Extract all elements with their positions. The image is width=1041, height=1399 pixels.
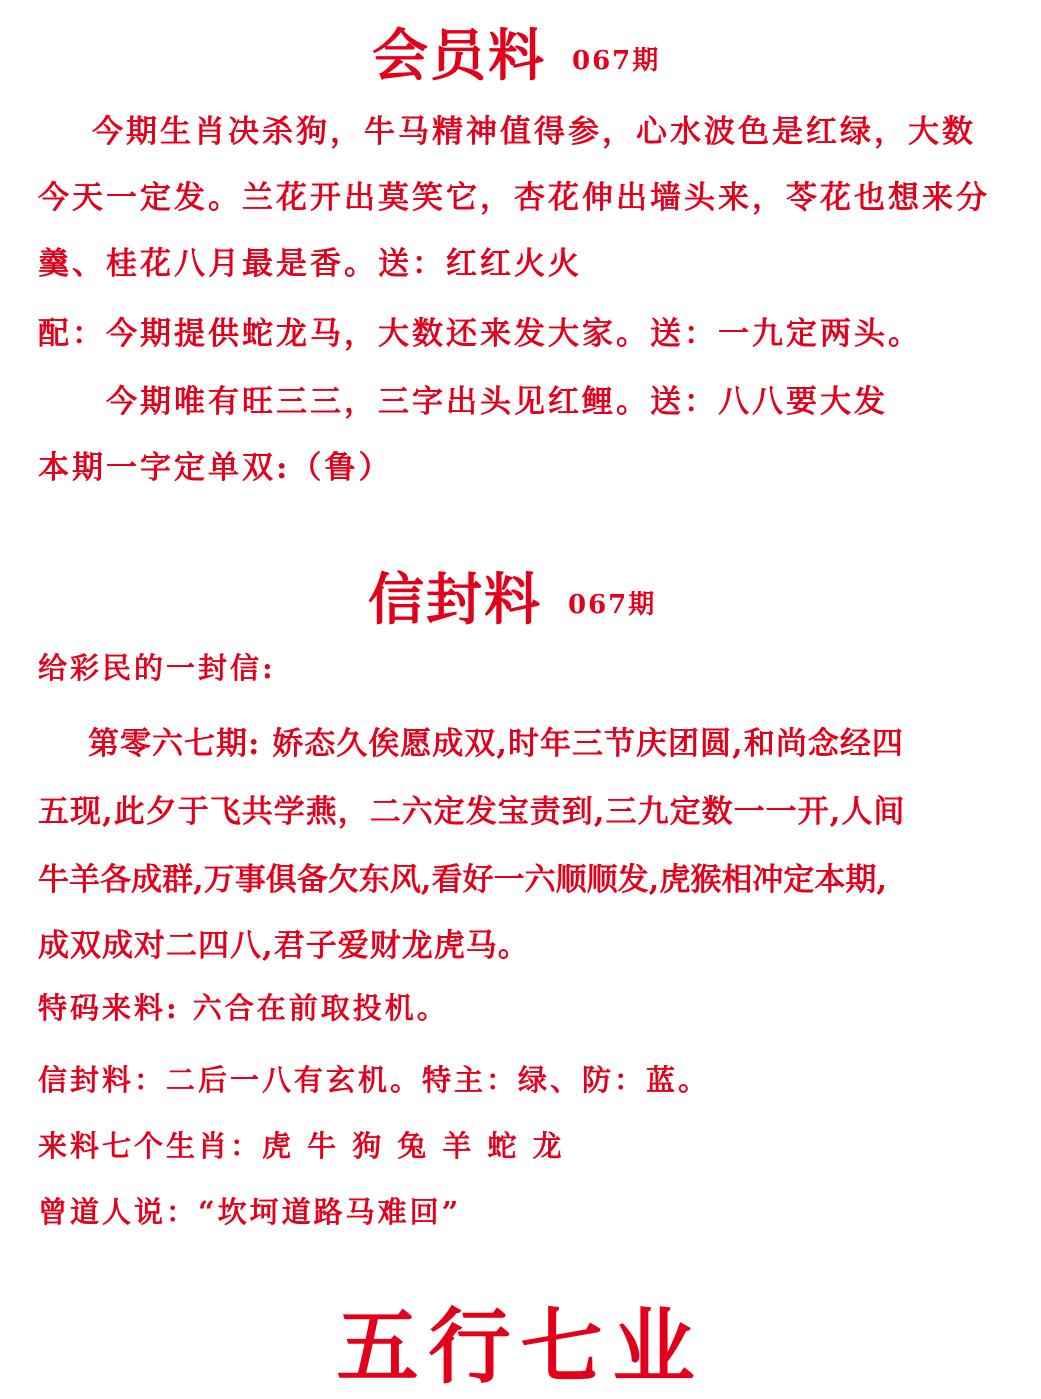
section2-line-3: 五现,此夕于飞共学燕，二六定发宝责到,三九定数一一开,人间 bbox=[38, 794, 906, 830]
section2-line-5: 成双成对二四八,君子爱财龙虎马。 bbox=[38, 928, 530, 964]
section1-title bbox=[372, 12, 660, 92]
section2-line-2: 第零六七期: 娇态久俟愿成双,时年三节庆团圆,和尚念经四 bbox=[88, 726, 904, 762]
section2-line-9: 曾道人说：“坎坷道路马难回” bbox=[38, 1195, 462, 1229]
section1-line-2: 今天一定发。兰花开出莫笑它，杏花伸出墙头来，苓花也想来分 bbox=[38, 180, 990, 216]
section2-title bbox=[368, 556, 656, 636]
section2-issue: 067期 bbox=[568, 590, 657, 620]
section2-line-7: 信封料：二后一八有玄机。特主：绿、防：蓝。 bbox=[38, 1063, 711, 1097]
section1-line-3: 羹、桂花八月最是香。送：红红火火 bbox=[38, 246, 582, 282]
section1-line-6: 本期一字定单双:（鲁） bbox=[38, 450, 393, 486]
section2-line-4: 牛羊各成群,万事俱备欠东风,看好一六顺顺发,虎猴相冲定本期, bbox=[38, 862, 888, 898]
section1-line-4: 配：今期提供蛇龙马，大数还来发大家。送：一九定两头。 bbox=[38, 316, 922, 352]
section1-title-text: 会员料 bbox=[372, 23, 546, 89]
section2-line-8: 来料七个生肖：虎 牛 狗 兔 羊 蛇 龙 bbox=[38, 1129, 565, 1163]
section1-line-5: 今期唯有旺三三，三字出头见红鲤。送：八八要大发 bbox=[106, 384, 888, 420]
section1-issue: 067期 bbox=[572, 46, 661, 76]
section2-title-text: 信封料 bbox=[368, 567, 542, 633]
section2-line-1: 给彩民的一封信: bbox=[38, 651, 276, 685]
section1-line-1: 今期生肖决杀狗，牛马精神值得参，心水波色是红绿，大数 bbox=[92, 114, 976, 150]
section2-line-6: 特码来料: 六合在前取投机。 bbox=[38, 991, 449, 1025]
section3-title: 五行七业 bbox=[336, 1299, 705, 1395]
